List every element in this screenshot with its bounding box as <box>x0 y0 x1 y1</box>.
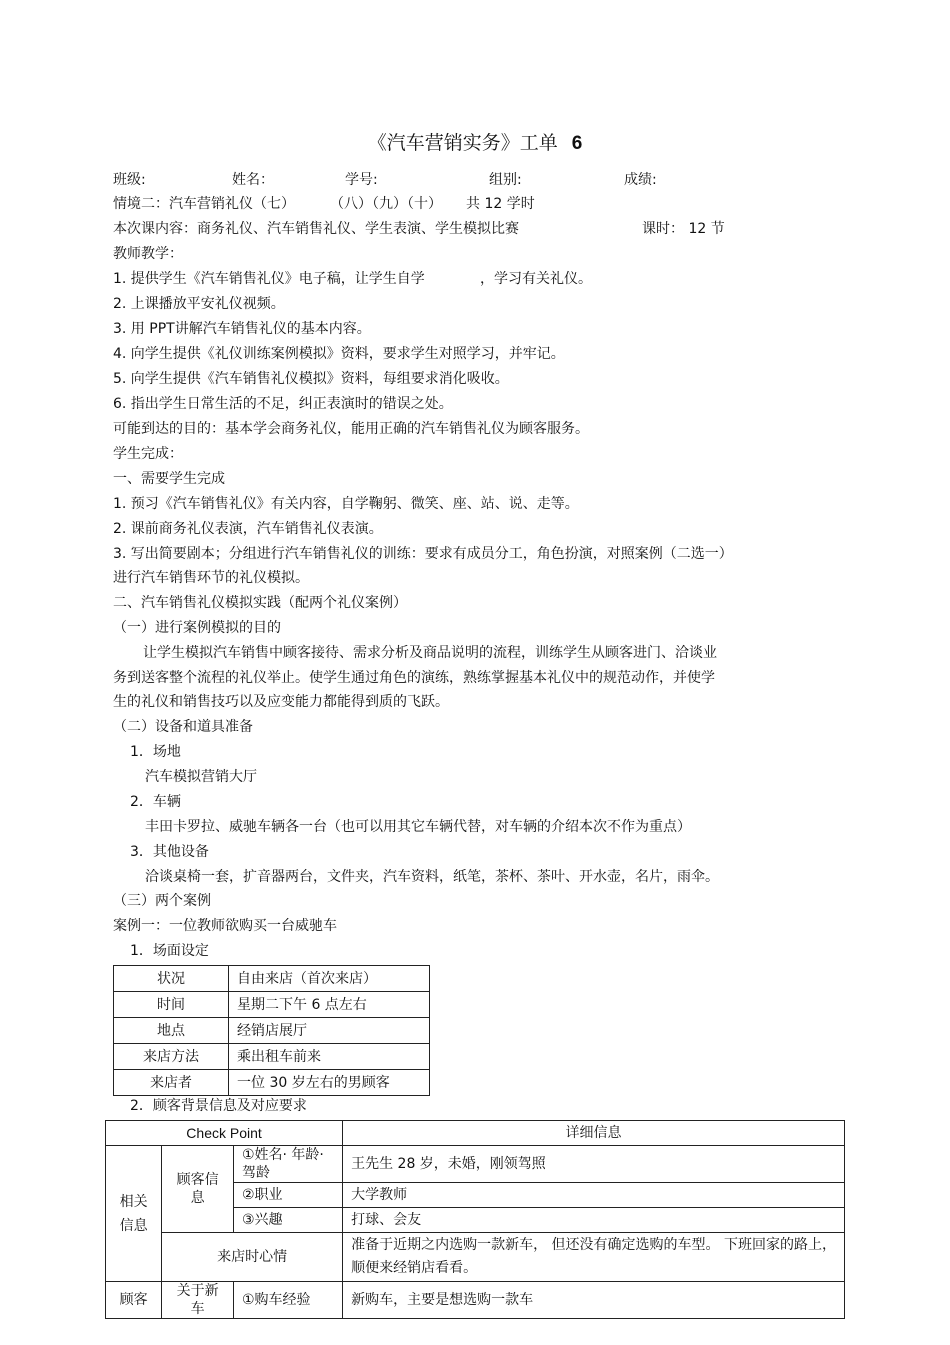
table-cell: 乘出租车前来 <box>229 1044 430 1070</box>
title-text: 《汽车营销实务》工单 <box>367 132 558 154</box>
table-cell: ②职业 <box>233 1183 342 1208</box>
table-row <box>114 1070 430 1096</box>
text-line: 1．场地 <box>130 744 181 760</box>
table-cell: 自由来店（首次来店） <box>229 966 430 992</box>
table-cell: 顾客 <box>106 1282 162 1319</box>
situation-label: 情境二：汽车营销礼仪（七） <box>113 196 295 212</box>
text-line: 可能到达的目的：基本学会商务礼仪，能用正确的汽车销售礼仪为顾客服务。 <box>113 421 589 437</box>
table-row <box>114 966 430 992</box>
text-line: 3．其他设备 <box>130 844 209 860</box>
text-line-tail: ，学习有关礼仪。 <box>480 271 592 287</box>
text-line: 4. 向学生提供《礼仪训练案例模拟》资料，要求学生对照学习，并牢记。 <box>113 346 565 362</box>
table-row <box>114 1044 430 1070</box>
table-row <box>106 1146 845 1183</box>
text-line: 二、汽车销售礼仪模拟实践（配两个礼仪案例） <box>113 595 407 611</box>
table-cell: 大学教师 <box>343 1183 845 1208</box>
table-cell: 来店方法 <box>114 1044 229 1070</box>
text-line: 案例一：一位教师欲购买一台威驰车 <box>113 918 337 934</box>
table2-caption: 2．顾客背景信息及对应要求 <box>130 1098 307 1114</box>
text-line: 教师教学： <box>113 246 183 262</box>
table-cell <box>343 1233 845 1282</box>
customer-background-table <box>105 1120 845 1319</box>
doc-title <box>0 128 950 155</box>
text-line: 学生完成： <box>113 446 183 462</box>
mood-line-2: 顺便来经销店看看。 <box>351 1260 478 1276</box>
scene-setting-table <box>113 965 430 1096</box>
table-cell: 地点 <box>114 1018 229 1044</box>
mood-line-1: 准备于近期之内选购一款新车， 但还没有确定选购的车型。 下班回家的路上， <box>351 1237 836 1253</box>
text-line: 务到送客整个流程的礼仪举止。使学生通过角色的演练，熟练掌握基本礼仪中的规范动作，并使学 <box>113 670 715 686</box>
text-line: 洽谈桌椅一套，扩音器两台，文件夹，汽车资料，纸笔，茶杯、茶叶、开水壶，名片，雨伞。 <box>145 869 719 885</box>
text-line: 1. 预习《汽车销售礼仪》有关内容，自学鞠躬、微笑、座、站、说、走等。 <box>113 496 579 512</box>
text-line: 3. 写出简要剧本；分组进行汽车销售礼仪的训练：要求有成员分工，角色扮演，对照案例（二选一） <box>113 546 733 562</box>
text-line: 2．车辆 <box>130 794 181 810</box>
table-cell: 关于新车 <box>162 1282 234 1319</box>
table-row <box>106 1282 845 1319</box>
text-line: 丰田卡罗拉、威驰车辆各一台（也可以用其它车辆代替，对车辆的介绍本次不作为重点） <box>145 819 691 835</box>
text-line: 1．场面设定 <box>130 943 209 959</box>
text-line: 3. 用 PPT讲解汽车销售礼仪的基本内容。 <box>113 321 371 337</box>
table-cell: 来店时心情 <box>162 1233 343 1282</box>
text-line: 6. 指出学生日常生活的不足，纠正表演时的错误之处。 <box>113 396 453 412</box>
text-line: 2. 课前商务礼仪表演，汽车销售礼仪表演。 <box>113 521 383 537</box>
table-cell: 星期二下午 6 点左右 <box>229 992 430 1018</box>
field-student-id: 学号: <box>345 172 378 188</box>
field-score: 成绩: <box>624 172 657 188</box>
table-header: 详细信息 <box>343 1121 845 1146</box>
table-cell: 一位 30 岁左右的男顾客 <box>229 1070 430 1096</box>
table-cell: 来店者 <box>114 1070 229 1096</box>
text-line: （二）设备和道具准备 <box>113 719 253 735</box>
text-line: 2. 上课播放平安礼仪视频。 <box>113 296 285 312</box>
content-line: 本次课内容：商务礼仪、汽车销售礼仪、学生表演、学生模拟比赛 <box>113 221 519 237</box>
text-line: 让学生模拟汽车销售中顾客接待、需求分析及商品说明的流程，训练学生从顾客进门、洽谈业 <box>143 645 717 661</box>
table-cell <box>106 1146 162 1282</box>
field-class: 班级: <box>113 172 146 188</box>
text-line: 生的礼仪和销售技巧以及应变能力都能得到质的飞跃。 <box>113 694 449 710</box>
title-number: 6 <box>571 133 583 154</box>
table-row <box>114 1018 430 1044</box>
field-name: 姓名： <box>232 172 274 188</box>
table-cell: 经销店展厅 <box>229 1018 430 1044</box>
table-cell: 新购车，主要是想选购一款车 <box>343 1282 845 1319</box>
text-line: 5. 向学生提供《汽车销售礼仪模拟》资料，每组要求消化吸收。 <box>113 371 509 387</box>
text-line: 1. 提供学生《汽车销售礼仪》电子稿，让学生自学 <box>113 271 425 287</box>
table-cell: 时间 <box>114 992 229 1018</box>
table-cell: ①姓名· 年龄· 驾龄 <box>233 1146 342 1183</box>
table-cell: 打球、会友 <box>343 1208 845 1233</box>
content-period: 课时： 12 节 <box>642 221 725 237</box>
table-cell: ①购车经验 <box>233 1282 342 1319</box>
table-header: Check Point <box>106 1121 343 1146</box>
table-cell: 顾客信息 <box>162 1146 234 1233</box>
situation-hours: 共 12 学时 <box>466 196 535 212</box>
table-cell: 状况 <box>114 966 229 992</box>
text-line: 汽车模拟营销大厅 <box>145 769 257 785</box>
table-row <box>106 1233 845 1282</box>
text-line: 进行汽车销售环节的礼仪模拟。 <box>113 570 309 586</box>
table-cell: 王先生 28 岁，未婚，刚领驾照 <box>343 1146 845 1183</box>
text-line: （一）进行案例模拟的目的 <box>113 620 281 636</box>
table-cell: ③兴趣 <box>233 1208 342 1233</box>
text-line: （三）两个案例 <box>113 893 211 909</box>
related-info-label: 相关信息 <box>119 1193 148 1234</box>
text-line: 一、需要学生完成 <box>113 471 225 487</box>
table-row <box>114 992 430 1018</box>
situation-chapters: （八）（九）（十） <box>330 196 442 212</box>
table-row <box>106 1121 845 1146</box>
field-group: 组别: <box>489 172 522 188</box>
